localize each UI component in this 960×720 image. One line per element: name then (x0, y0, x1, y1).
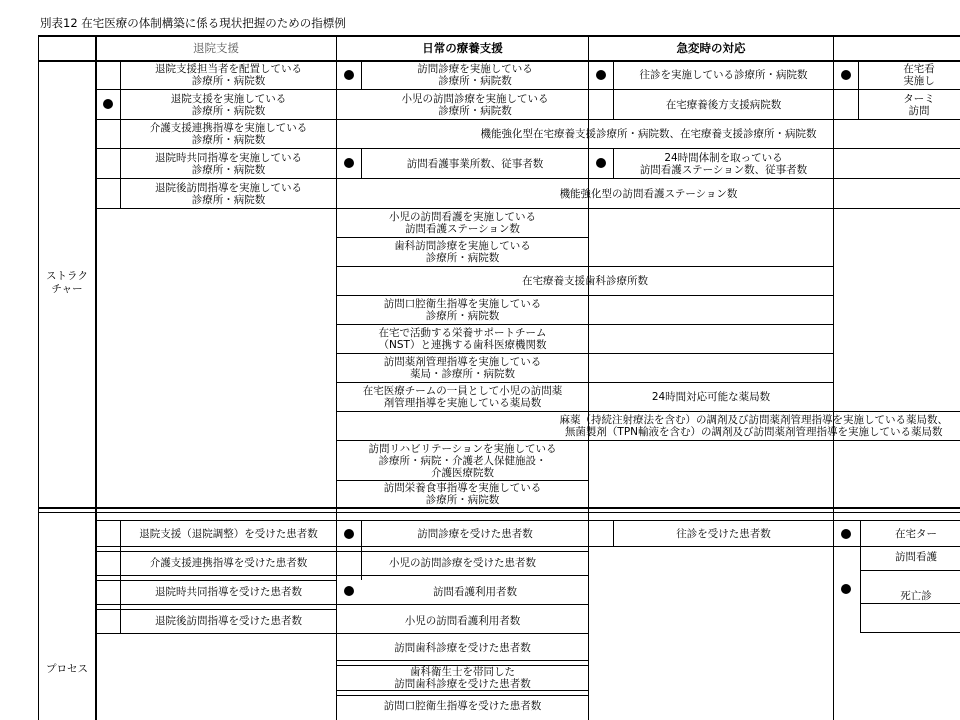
row-line (96, 575, 589, 576)
structure-daily-item: 訪問栄養食事指導を実施している 診療所・病院数 (383, 482, 542, 506)
structure-emergency-item: 24時間対応可能な薬局数 (651, 391, 771, 403)
structure-daily-item: 小児の訪問看護を実施している 訪問看護ステーション数 (389, 211, 536, 235)
structure-span-kinou-station: 機能強化型の訪問看護ステーション数 (559, 187, 738, 200)
process-right-item: 在宅ター (895, 527, 937, 540)
structure-daily-item: 訪問看護事業所数、従事者数 (406, 157, 544, 170)
row-line (96, 546, 960, 547)
structure-daily-item: 歯科訪問診療を実施している 診療所・病院数 (394, 240, 531, 264)
structure-right-item: ターミ 訪問 (903, 92, 935, 117)
section-divider-inner (38, 512, 960, 513)
table-left-border (38, 35, 39, 720)
structure-right-item: 在宅看 実施し (903, 63, 935, 87)
structure-emergency-item: 24時間体制を取っている 訪問看護ステーション数、従事者数 (639, 151, 808, 176)
row-line (860, 570, 960, 571)
process-discharge-item: 退院後訪問指導を受けた患者数 (155, 615, 302, 627)
structure-span-narcotics: 麻薬（持続注射療法を含む）の調剤及び訪問薬剤管理指導を実施している薬局数、 無菌製剤（TPN輸液を含む）の調剤及び訪問薬剤管理指導を実施している薬局数 (559, 414, 948, 438)
header-discharge: 退院支援 (193, 41, 239, 55)
priority-dot-icon (344, 586, 354, 596)
structure-emergency-item: 往診を実施している診療所・病院数 (639, 69, 808, 81)
structure-daily-item: 小児の訪問診療を実施している 診療所・病院数 (401, 92, 549, 117)
side-column-border (95, 35, 97, 720)
header-emergency: 急変時の対応 (676, 41, 746, 55)
structure-span-dental-support: 在宅療養支援歯科診療所数 (522, 275, 648, 287)
priority-dot-icon (841, 70, 851, 80)
priority-dot-icon (596, 70, 606, 80)
process-daily-item: 小児の訪問看護利用者数 (404, 615, 521, 627)
process-right-item: 死亡診 (900, 590, 932, 602)
page-title: 別表12 在宅医療の体制構築に係る現状把握のための指標例 (40, 16, 346, 30)
row-line (860, 632, 960, 633)
structure-discharge-item: 介護支援連携指導を実施している 診療所・病院数 (149, 122, 308, 146)
process-discharge-item: 退院支援（退院調整）を受けた患者数 (139, 527, 318, 540)
structure-discharge-item: 退院支援担当者を配置している 診療所・病院数 (155, 63, 302, 87)
priority-dot-icon (344, 158, 354, 168)
structure-daily-item: 在宅で活動する栄養サポートチーム （NST）と連携する歯科医療機関数 (378, 327, 547, 351)
row-line (96, 633, 589, 634)
structure-daily-item: 訪問口腔衛生指導を実施している 診療所・病院数 (383, 298, 542, 322)
process-emergency-item: 往診を受けた患者数 (676, 527, 771, 540)
priority-dot-icon (103, 99, 113, 109)
process-daily-item: 小児の訪問診療を受けた患者数 (389, 557, 536, 569)
process-daily-item: 歯科衛生士を帯同した 訪問歯科診療を受けた患者数 (394, 665, 531, 690)
process-daily-item: 訪問診療を受けた患者数 (417, 527, 533, 540)
structure-discharge-item: 退院時共同指導を実施している 診療所・病院数 (155, 151, 302, 176)
structure-span-kinou-clinic: 機能強化型在宅療養支援診療所・病院数、在宅療養支援診療所・病院数 (480, 128, 817, 140)
structure-daily-item: 訪問診療を実施している 診療所・病院数 (417, 63, 533, 87)
priority-dot-icon (596, 158, 606, 168)
priority-dot-icon (841, 529, 851, 539)
structure-daily-item: 訪問リハビリテーションを実施している 診療所・病院・介護老人保健施設・ 介護医療院数 (368, 442, 557, 479)
structure-emergency-item: 在宅療養後方支援病院数 (665, 98, 782, 111)
row-line (96, 604, 589, 605)
row-line (336, 660, 589, 661)
structure-daily-item: 在宅医療チームの一員として小児の訪問薬 剤管理指導を実施している薬局数 (362, 385, 563, 409)
structure-discharge-item: 退院支援を実施している 診療所・病院数 (170, 92, 287, 117)
process-daily-item: 訪問歯科診療を受けた患者数 (394, 642, 531, 654)
priority-dot-icon (841, 584, 851, 594)
side-label-process: プロセス (46, 663, 88, 675)
process-right-item: 訪問看護 (895, 551, 937, 563)
side-label-structure: ストラク チャー (46, 270, 88, 295)
row-line (336, 690, 589, 691)
structure-discharge-item: 退院後訪問指導を実施している 診療所・病院数 (155, 181, 302, 206)
process-daily-item: 訪問看護利用者数 (433, 586, 517, 598)
process-discharge-item: 退院時共同指導を受けた患者数 (155, 586, 302, 598)
priority-dot-icon (344, 529, 354, 539)
structure-daily-item: 訪問薬剤管理指導を実施している 薬局・診療所・病院数 (383, 356, 542, 380)
section-divider (38, 507, 960, 509)
process-daily-item: 訪問口腔衛生指導を受けた患者数 (383, 700, 542, 712)
priority-dot-icon (344, 70, 354, 80)
header-daily: 日常の療養支援 (422, 41, 503, 55)
process-discharge-item: 介護支援連携指導を受けた患者数 (149, 557, 308, 569)
